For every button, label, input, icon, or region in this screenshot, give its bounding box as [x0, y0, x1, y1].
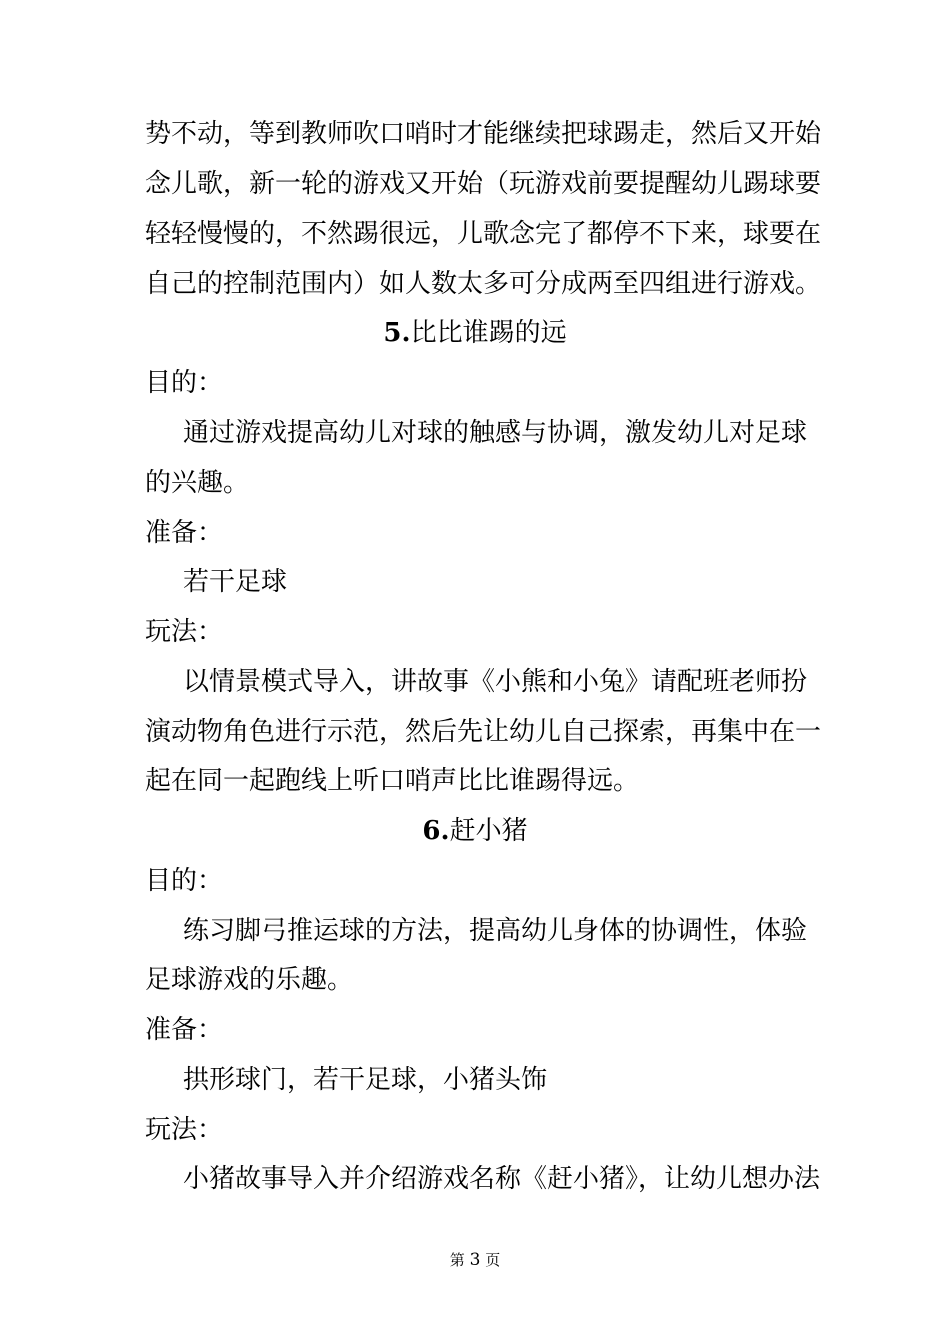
purpose-label: 目的：	[145, 368, 224, 398]
body-line: 势不动，等到教师吹口哨时才能继续把球踢走，然后又开始	[145, 119, 822, 149]
play-label: 玩法：	[145, 617, 224, 647]
prep-text: 拱形球门，若干足球，小猪头饰	[183, 1065, 548, 1095]
prep-label: 准备：	[145, 1015, 224, 1045]
section-title: 赶小猪	[449, 816, 528, 846]
body-line: 念儿歌，新一轮的游戏又开始（玩游戏前要提醒幼儿踢球要	[145, 169, 822, 199]
footer-suffix: 页	[485, 1251, 501, 1269]
section-number: 5.	[383, 318, 411, 348]
body-line: 自己的控制范围内）如人数太多可分成两至四组进行游戏。	[145, 269, 822, 299]
play-text: 以情景模式导入，讲故事《小熊和小兔》请配班老师扮	[183, 667, 808, 697]
play-text: 小猪故事导入并介绍游戏名称《赶小猪》，让幼儿想办法	[183, 1164, 821, 1194]
section-number: 6.	[422, 816, 450, 846]
prep-text: 若干足球	[183, 567, 288, 597]
body-line: 轻轻慢慢的，不然踢很远，儿歌念完了都停不下来，球要在	[145, 219, 822, 249]
purpose-text: 练习脚弓推运球的方法，提高幼儿身体的协调性，体验	[183, 916, 808, 946]
footer-prefix: 第	[449, 1251, 465, 1269]
purpose-text: 通过游戏提高幼儿对球的触感与协调，激发幼儿对足球	[183, 418, 808, 448]
prep-label: 准备：	[145, 518, 224, 548]
play-label: 玩法：	[145, 1115, 224, 1145]
page-footer	[0, 1250, 950, 1270]
section-heading-5	[145, 308, 805, 358]
purpose-label: 目的：	[145, 866, 224, 896]
purpose-text: 足球游戏的乐趣。	[145, 965, 354, 995]
page-number: 3	[469, 1250, 481, 1270]
purpose-text: 的兴趣。	[145, 468, 250, 498]
play-text: 起在同一起跑线上听口哨声比比谁踢得远。	[145, 766, 640, 796]
section-title: 比比谁踢的远	[410, 318, 567, 348]
section-heading-6	[145, 806, 805, 856]
play-text: 演动物角色进行示范，然后先让幼儿自己探索，再集中在一	[145, 717, 822, 747]
